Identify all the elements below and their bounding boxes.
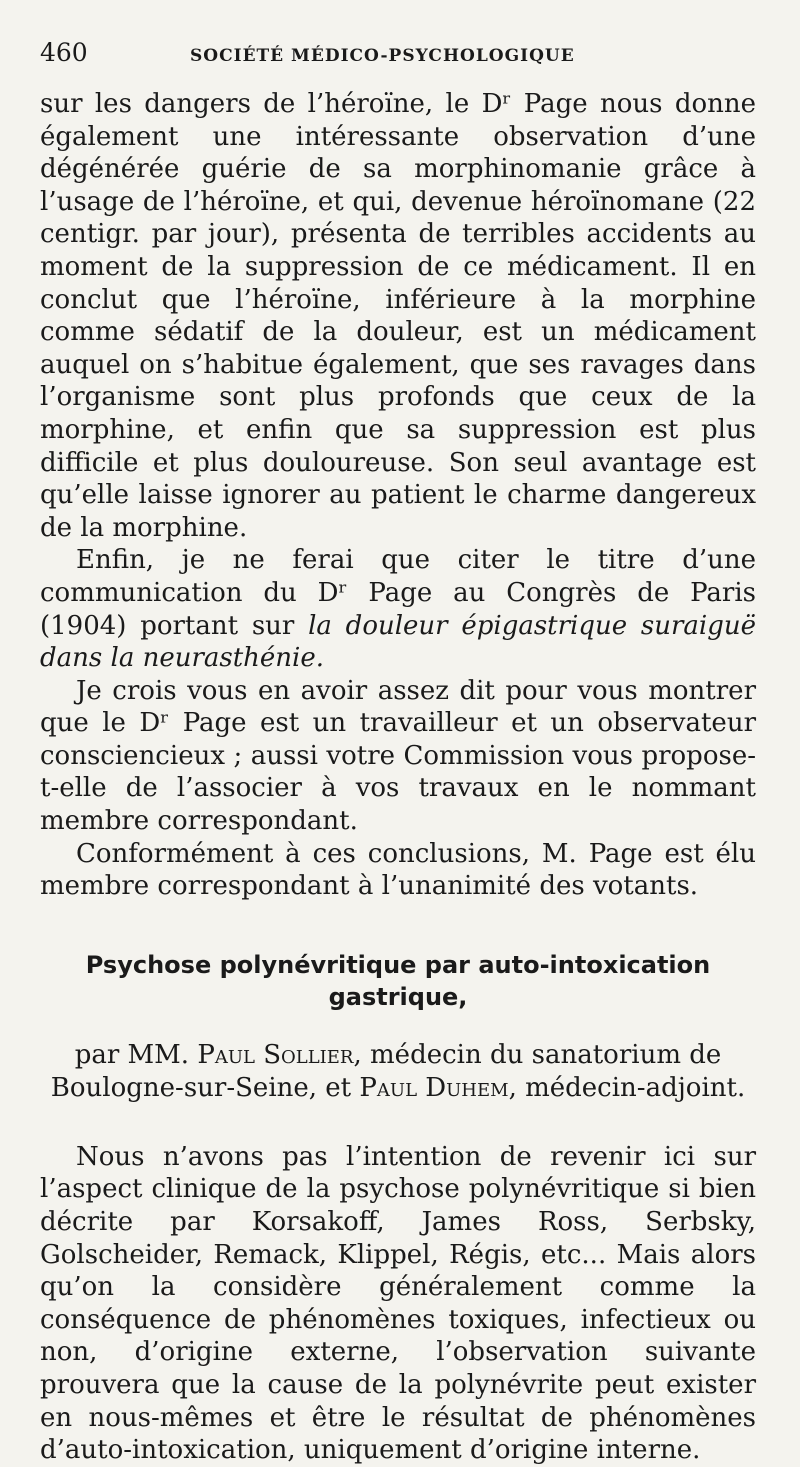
section-title-line1: Psychose polynévritique par auto-intoxication — [85, 950, 711, 979]
section-title-line2: gastrique, — [328, 982, 468, 1011]
paragraph-commission: Je crois vous en avoir assez dit pour vous montrer que le Dʳ Page est un travailleur et un observateur consciencieux ; aussi votre Commission vous propose-t-elle de l’associer à vos travaux en le nommant membre correspondant. — [40, 675, 756, 837]
author-sollier: Paul Sollier — [197, 1039, 354, 1070]
paragraph-heroin-observation: sur les dangers de l’héroïne, le Dʳ Page nous donne également une intéressante observation d’une dégénérée guérie de sa morphinomanie grâce à l’usage de l’héroïne, et qui, devenue héroïnomane (22 centigr. par jour), présenta de terribles accidents au moment de la suppression de ce médicament. Il en conclut que l’héroïne, inférieure à la morphine comme sédatif de la douleur, est un médicament auquel on s’habitue également, que ses ravages dans l’organisme sont plus profonds que ceux de la morphine, et enfin que sa suppression est plus difficile et plus douloureuse. Son seul avantage est qu’elle laisse ignorer au patient le charme dangereux de la morphine. — [40, 89, 756, 543]
byline-par: par MM. — [74, 1039, 190, 1070]
running-head: SOCIÉTÉ MÉDICO-PSYCHOLOGIQUE — [190, 46, 575, 66]
author-sollier-role: , médecin du sanatorium de Boulogne-sur-Seine, et — [50, 1039, 722, 1103]
communication-title: la douleur épigastrique suraiguë dans la neurasthénie. — [40, 610, 757, 674]
section-title — [40, 949, 756, 1013]
communication-intro: Enfin, je ne ferai que citer le titre d’une communication du Dʳ Page au Congrès de Paris (1904) portant sur — [40, 545, 756, 641]
authors-byline — [40, 1039, 756, 1105]
paragraph-election: Conformément à ces conclusions, M. Page est élu membre correspondant à l’unanimité des votants. — [40, 838, 756, 902]
paragraph-communication — [40, 544, 756, 674]
page-header — [40, 38, 756, 88]
spacer — [40, 1105, 756, 1141]
author-duhem-role: , médecin-adjoint. — [508, 1072, 746, 1103]
paragraph-intro-psychose: Nous n’avons pas l’intention de revenir ici sur l’aspect clinique de la psychose polynévritique si bien décrite par Korsakoff, James Ross, Serbsky, Golscheider, Remack, Klippel, Régis, etc... Mais alors qu’on la considère généralement comme la conséquence de phénomènes toxiques, infectieux ou non, d’origine externe, l’observation suivante prouvera que la cause de la polynévrite peut exister en nous-mêmes et être le résultat de phénomènes d’auto-intoxication, uniquement d’origine interne. — [40, 1141, 756, 1466]
page-number: 460 — [40, 38, 88, 67]
author-duhem: Paul Duhem — [359, 1072, 509, 1103]
